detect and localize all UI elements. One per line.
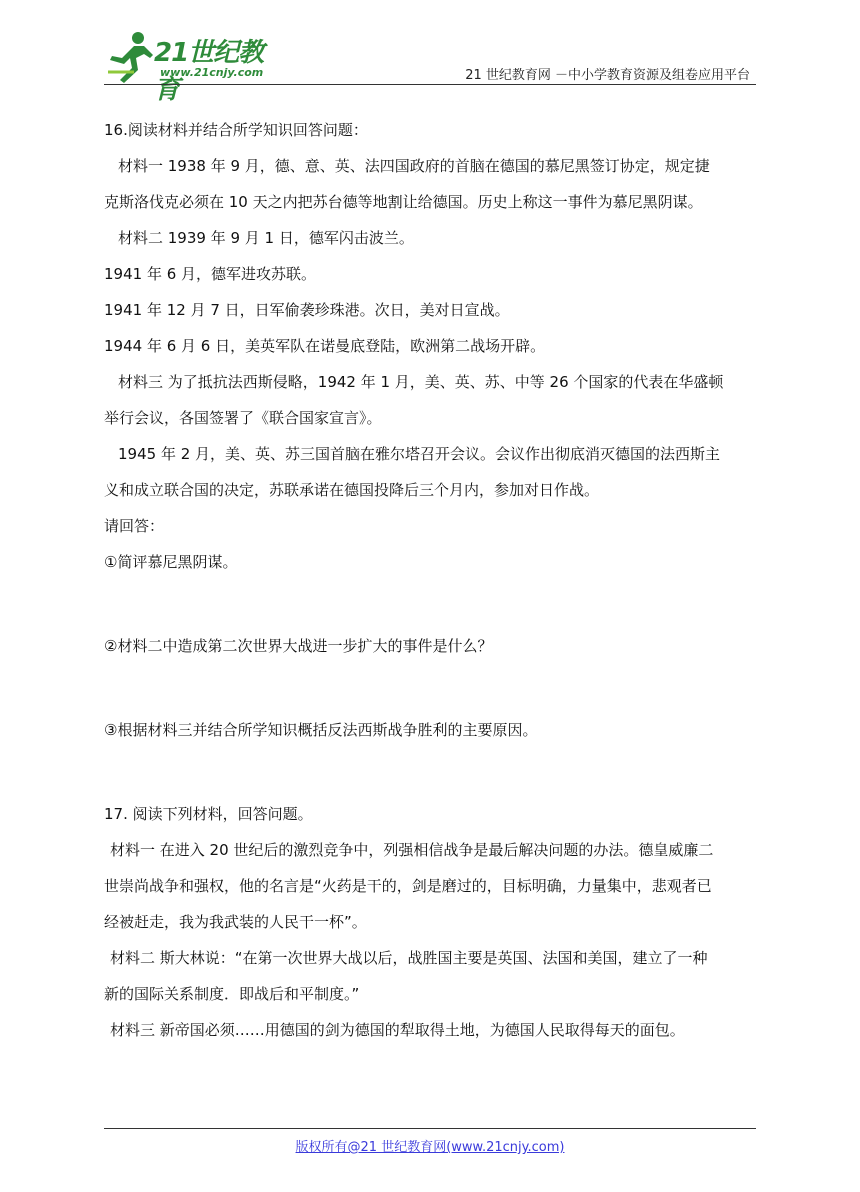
q17-title: 17. 阅读下列材料，回答问题。 [104, 805, 313, 823]
header-divider [104, 84, 756, 85]
q16-subquestion-1: ①简评慕尼黑阴谋。 [104, 553, 238, 571]
q16-material2-line4: 1944 年 6 月 6 日，美英军队在诺曼底登陆，欧洲第二战场开辟。 [104, 337, 546, 355]
q16-material3-line1: 材料三 为了抵抗法西斯侵略，1942 年 1 月，美、英、苏、中等 26 个国家的代表在华盛顿 [118, 373, 724, 391]
runner-logo-icon [104, 28, 156, 84]
q16-material3-line4: 义和成立联合国的决定，苏联承诺在德国投降后三个月内，参加对日作战。 [104, 481, 600, 499]
document-body [104, 112, 756, 1048]
q17-material1-line2: 世崇尚战争和强权，他的名言是“火药是干的，剑是磨过的，目标明确，力量集中，悲观者已 [104, 877, 712, 895]
q17-material3-line1: 材料三 新帝国必须……用德国的剑为德国的犁取得土地，为德国人民取得每天的面包。 [110, 1021, 685, 1039]
answer-space [104, 580, 756, 628]
q16-prompt: 请回答： [104, 517, 165, 535]
q16-material2-line1: 材料二 1939 年 9 月 1 日，德军闪击波兰。 [118, 229, 414, 247]
q16-material1-line2: 克斯洛伐克必须在 10 天之内把苏台德等地割让给德国。历史上称这一事件为慕尼黑阴谋。 [104, 193, 703, 211]
q17-material2-line1: 材料二 斯大林说：“在第一次世界大战以后，战胜国主要是英国、法国和美国，建立了一种 [110, 949, 708, 967]
q17-material1-line3: 经被赶走，我为我武装的人民干一杯”。 [104, 913, 367, 931]
copyright-link[interactable]: 版权所有@21 世纪教育网(www.21cnjy.com) [295, 1140, 565, 1155]
q16-material1-line1: 材料一 1938 年 9 月，德、意、英、法四国政府的首脑在德国的慕尼黑签订协定，规定捷 [118, 157, 710, 175]
q16-material2-line2: 1941 年 6 月，德军进攻苏联。 [104, 265, 317, 283]
q17-material2-line2: 新的国际关系制度．即战后和平制度。” [104, 985, 360, 1003]
page-header [104, 28, 756, 105]
answer-space [104, 748, 756, 796]
logo-url: www.21cnjy.com [160, 66, 264, 79]
q16-subquestion-3: ③根据材料三并结合所学知识概括反法西斯战争胜利的主要原因。 [104, 721, 538, 739]
q16-material3-line2: 举行会议，各国签署了《联合国家宣言》。 [104, 409, 382, 427]
q17-material1-line1: 材料一 在进入 20 世纪后的激烈竞争中，列强相信战争是最后解决问题的办法。德皇威廉二 [110, 841, 714, 859]
answer-space [104, 664, 756, 712]
q16-material3-line3: 1945 年 2 月，美、英、苏三国首脑在雅尔塔召开会议。会议作出彻底消灭德国的法西斯主 [118, 445, 721, 463]
q16-material2-line3: 1941 年 12 月 7 日，日军偷袭珍珠港。次日，美对日宣战。 [104, 301, 510, 319]
footer-divider [104, 1128, 756, 1129]
site-logo[interactable] [104, 28, 284, 105]
q16-title: 16.阅读材料并结合所学知识回答问题： [104, 121, 368, 139]
q16-subquestion-2: ②材料二中造成第二次世界大战进一步扩大的事件是什么？ [104, 637, 493, 655]
logo-text: 21世纪教育 [154, 38, 264, 105]
site-tagline: 21 世纪教育网 －中小学教育资源及组卷应用平台 [465, 68, 750, 83]
